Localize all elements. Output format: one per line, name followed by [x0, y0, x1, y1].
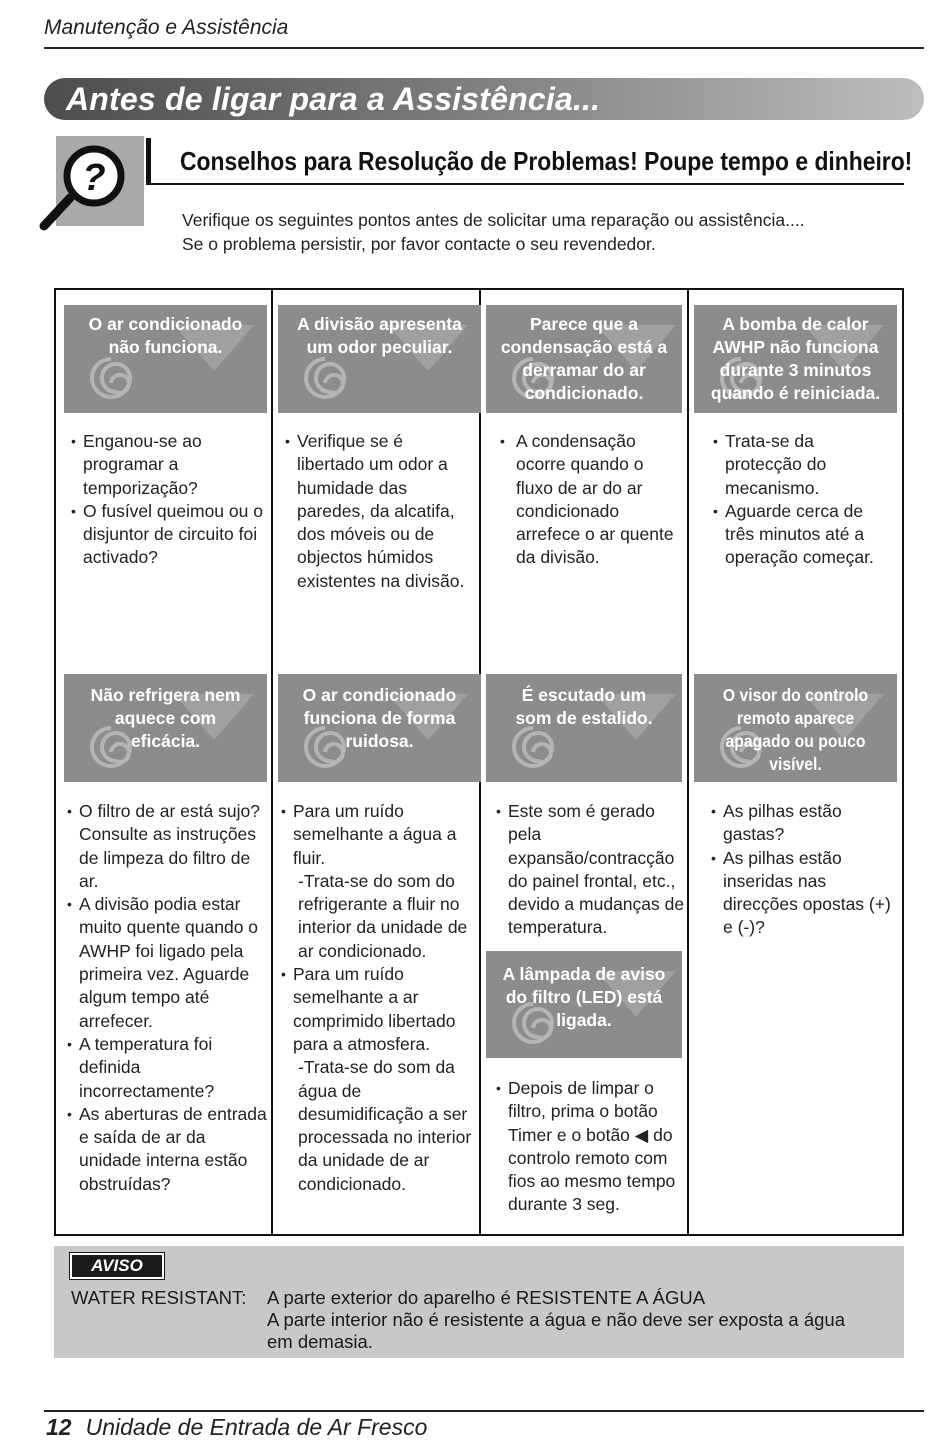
solution-item: • Para um ruído semelhante a água a fluir.	[281, 800, 475, 870]
solution-item: • A divisão podia estar muito quente quando o AWHP foi ligado pela primeira vez. Aguarde algum tempo até arrefecer.	[67, 893, 267, 1033]
troubleshooting-heading: Conselhos para Resolução de Problemas! Poupe tempo e dinheiro!	[180, 146, 913, 176]
problem-title: O visor do controlo remoto aparece apagado ou pouco visível.	[722, 685, 869, 774]
grid-divider	[271, 290, 273, 1234]
problem-title: O ar condicionado funciona de forma ruidosa.	[302, 685, 457, 751]
problem-header	[694, 674, 897, 782]
footer-title: Unidade de Entrada de Ar Fresco	[85, 1414, 428, 1440]
solution-list	[711, 800, 897, 940]
heading-rule	[146, 183, 904, 185]
warning-badge: AVISO	[70, 1253, 164, 1279]
solution-item: • Depois de limpar o filtro, prima o botão Timer e o botão ◀ do controlo remoto com fios ao mesmo tempo durante 3 seg.	[496, 1077, 682, 1217]
solution-list	[71, 430, 265, 570]
solution-item: • Enganou-se ao programar a temporização?	[71, 430, 265, 500]
grid-divider	[687, 290, 689, 1234]
footer-rule	[44, 1410, 924, 1412]
banner-title: Antes de ligar para a Assistência...	[66, 81, 601, 117]
intro-line-2: Se o problema persistir, por favor contacte o seu revendedor.	[182, 234, 656, 254]
solution-note: -Trata-se do som do refrigerante a fluir no interior da unidade de ar condicionado.	[298, 870, 468, 961]
header-rule	[44, 47, 924, 49]
solution-list	[285, 430, 471, 593]
problem-title: Não refrigera nem aquece com eficácia.	[90, 685, 241, 751]
solution-item: • As pilhas estão inseridas nas direcções opostas (+) e (-)?	[711, 847, 897, 940]
solution-list	[496, 800, 686, 940]
section-title: Manutenção e Assistência	[44, 16, 289, 39]
problem-title: A lâmpada de aviso do filtro (LED) está ligada.	[502, 964, 666, 1030]
intro-text	[182, 208, 805, 256]
warning-label: WATER RESISTANT:	[71, 1287, 247, 1308]
solution-list	[67, 800, 267, 1196]
svg-text:?: ?	[82, 157, 106, 199]
problem-header	[64, 674, 267, 782]
solution-item: • O fusível queimou ou o disjuntor de circuito foi activado?	[71, 500, 265, 570]
intro-line-1: Verifique os seguintes pontos antes de solicitar uma reparação ou assistência....	[182, 210, 805, 230]
warning-line: A parte exterior do aparelho é RESISTENTE A ÁGUA	[267, 1287, 706, 1308]
warning-line: A parte interior não é resistente a água e não deve ser exposta a água	[267, 1309, 846, 1330]
solution-list	[281, 800, 475, 1196]
problem-header	[486, 951, 682, 1058]
page-footer	[46, 1414, 427, 1441]
warning-line: em demasia.	[267, 1331, 373, 1352]
solution-item: • Trata-se da protecção do mecanismo.	[713, 430, 893, 500]
problem-title: Parece que a condensação está a derramar do ar condicionado.	[500, 314, 668, 403]
solution-note: -Trata-se do som da água de desumidificação a ser processada no interior da unidade de ar condicionado.	[298, 1057, 472, 1194]
problem-title: O ar condicionado não funciona.	[88, 314, 243, 357]
problem-title: É escutado um som de estalido.	[515, 685, 653, 728]
problem-title: A bomba de calor AWHP não funciona durante 3 minutos quando é reiniciada.	[710, 314, 881, 403]
solution-list	[500, 430, 680, 570]
problem-title: A divisão apresenta um odor peculiar.	[297, 314, 462, 357]
solution-item: • O filtro de ar está sujo? Consulte as instruções de limpeza do filtro de ar.	[67, 800, 267, 893]
problem-header	[278, 674, 481, 782]
problem-header	[64, 305, 267, 413]
heading-marker	[146, 138, 151, 184]
solution-item: • Para um ruído semelhante a ar comprimido libertado para a atmosfera.	[281, 963, 475, 1056]
page-banner	[44, 78, 924, 120]
solution-list	[496, 1077, 682, 1217]
magnifier-question-icon	[38, 134, 158, 234]
problem-header	[278, 305, 481, 413]
solution-list	[713, 430, 893, 570]
problem-header	[486, 674, 682, 782]
problem-header	[694, 305, 897, 413]
swirl-icon	[300, 353, 350, 403]
solution-item: • As aberturas de entrada e saída de ar da unidade interna estão obstruídas?	[67, 1103, 267, 1196]
problem-header	[486, 305, 682, 413]
solution-item: • Verifique se é libertado um odor a humidade das paredes, da alcatifa, dos móveis ou de objectos húmidos existentes na divisão.	[285, 430, 471, 593]
solution-item: • Aguarde cerca de três minutos até a operação começar.	[713, 500, 893, 570]
solution-item: • A condensação ocorre quando o fluxo de ar do ar condicionado arrefece o ar quente da divisão.	[500, 430, 680, 570]
swirl-icon	[86, 353, 136, 403]
page-number: 12	[46, 1414, 72, 1440]
solution-item: • Este som é gerado pela expansão/contracção do painel frontal, etc., devido a mudanças de temperatura.	[496, 800, 686, 940]
solution-item: • A temperatura foi definida incorrectamente?	[67, 1033, 267, 1103]
solution-item: • As pilhas estão gastas?	[711, 800, 897, 847]
